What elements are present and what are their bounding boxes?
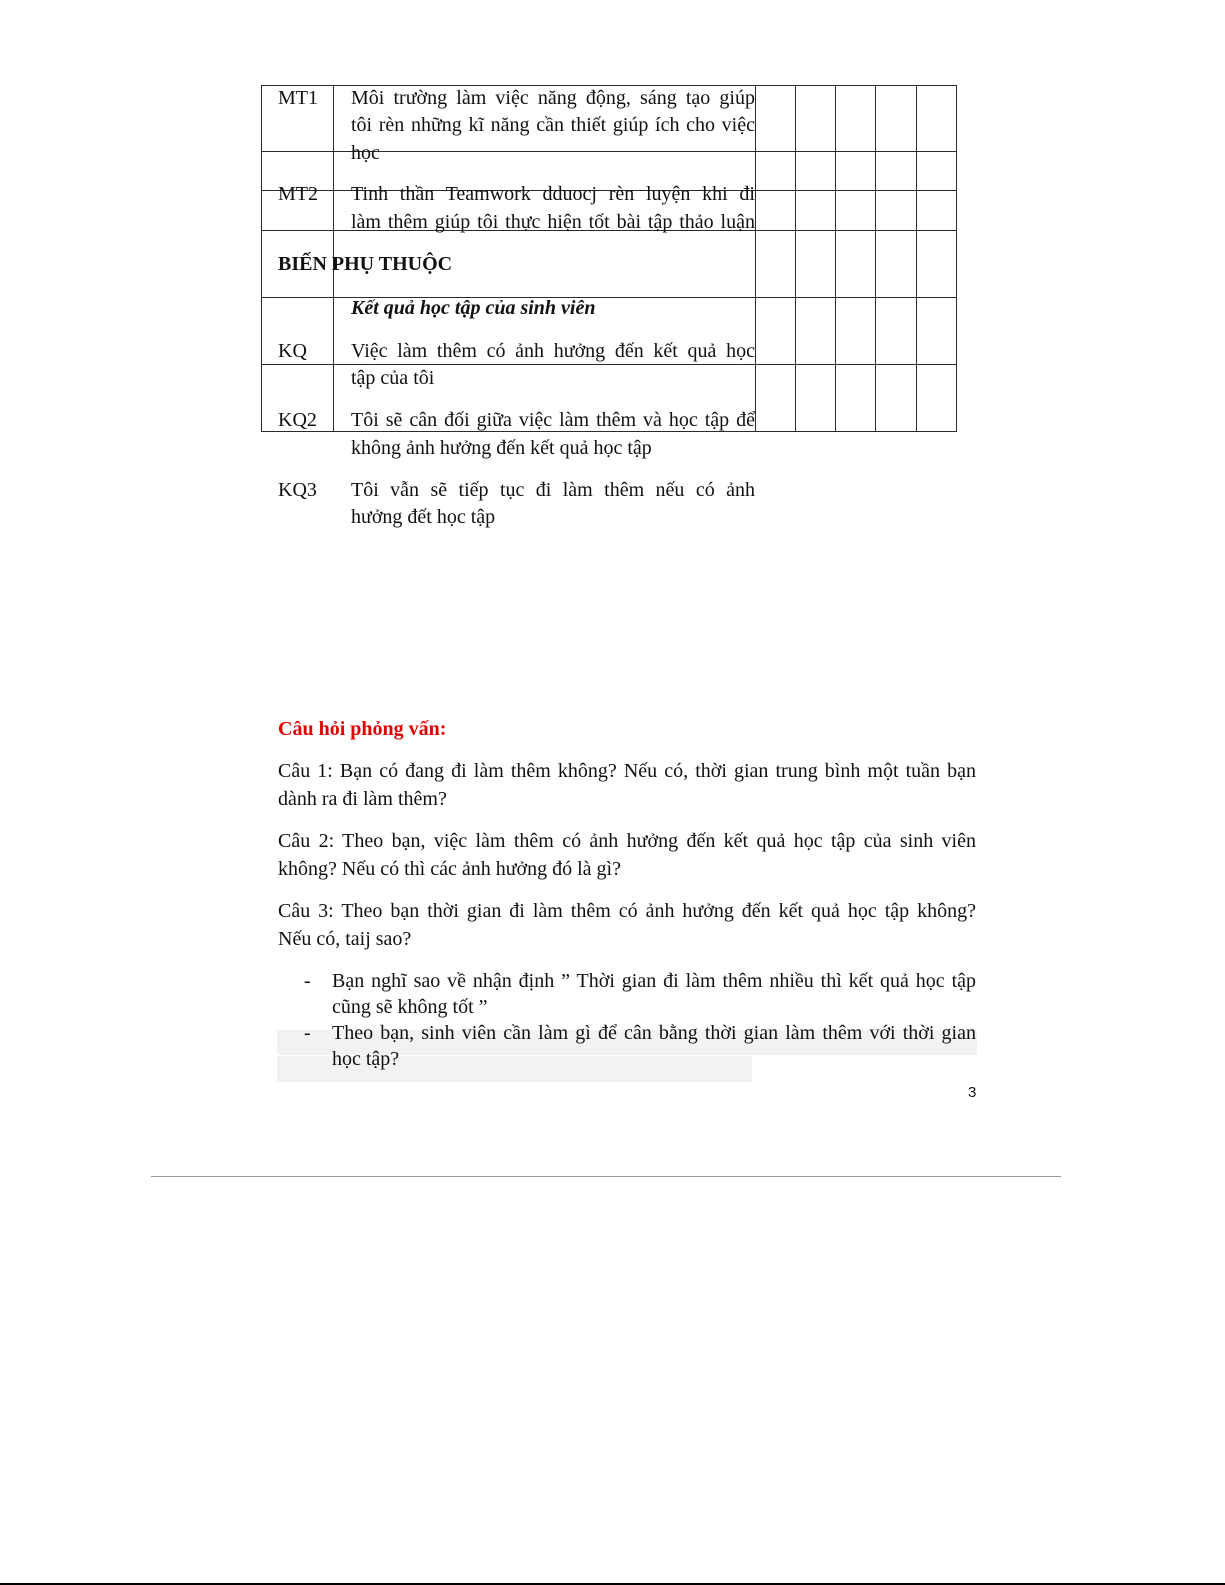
bullet-marker: - xyxy=(304,970,311,992)
row-code-kq2: KQ2 xyxy=(278,409,317,431)
page-number: 3 xyxy=(968,1084,977,1101)
bullet-line: cũng sẽ không tốt ” xyxy=(332,996,488,1018)
row-code-kq: KQ xyxy=(278,340,307,362)
row-text-line: Việc làm thêm có ảnh hưởng đến kết quả học xyxy=(351,340,755,362)
row-text-line: Tôi vẫn sẽ tiếp tục đi làm thêm nếu có ảnh xyxy=(351,479,755,501)
table-col-divider xyxy=(916,85,917,432)
page-separator xyxy=(151,1176,1061,1177)
table-col-divider xyxy=(875,85,876,432)
bullet-line: học tập? xyxy=(332,1048,400,1070)
row-text-line: Môi trường làm việc năng động, sáng tạo giúp xyxy=(351,87,755,109)
subsection-heading: Kết quả học tập của sinh viên xyxy=(351,297,596,319)
bullet-line: Bạn nghĩ sao về nhận định ” Thời gian đi làm thêm nhiều thì kết quả học tập xyxy=(332,970,976,992)
interview-heading: Câu hỏi phỏng vấn: xyxy=(278,718,447,740)
question-line: Câu 3: Theo bạn thời gian đi làm thêm có ảnh hưởng đến kết quả học tập không? xyxy=(278,900,976,922)
row-text-line: Tinh thần Teamwork dduocj rèn luyện khi đi xyxy=(351,183,755,205)
table-col-divider xyxy=(795,85,796,432)
section-heading: BIẾN PHỤ THUỘC xyxy=(278,253,453,275)
table-border-right xyxy=(956,85,957,432)
row-text-line: Tôi sẽ cân đối giữa việc làm thêm và học tập để xyxy=(351,409,755,431)
question-line: dành ra đi làm thêm? xyxy=(278,788,447,810)
row-text-line: hưởng đết học tập xyxy=(351,506,496,528)
row-code-mt1: MT1 xyxy=(278,87,318,109)
question-line: Nếu có, taij sao? xyxy=(278,928,412,950)
bullet-marker: - xyxy=(304,1022,311,1044)
question-line: Câu 1: Bạn có đang đi làm thêm không? Nếu có, thời gian trung bình một tuần bạn xyxy=(278,760,976,782)
table-border-left xyxy=(261,85,262,432)
row-text-line: học xyxy=(351,142,380,164)
row-code-kq3: KQ3 xyxy=(278,479,317,501)
row-text-line: tập của tôi xyxy=(351,367,435,389)
question-line: không? Nếu có thì các ảnh hưởng đó là gì? xyxy=(278,858,621,880)
table-col-divider xyxy=(755,85,756,432)
question-line: Câu 2: Theo bạn, việc làm thêm có ảnh hưởng đến kết quả học tập của sinh viên xyxy=(278,830,976,852)
bullet-line: Theo bạn, sinh viên cần làm gì để cân bằng thời gian làm thêm với thời gian xyxy=(332,1022,976,1044)
row-text-line: làm thêm giúp tôi thực hiện tốt bài tập thảo luận xyxy=(351,211,755,233)
table-col-divider xyxy=(835,85,836,432)
row-code-mt2: MT2 xyxy=(278,183,318,205)
row-text-line: tôi rèn những kĩ năng cần thiết giúp ích cho việc xyxy=(351,114,755,136)
row-text-line: không ảnh hưởng đến kết quả học tập xyxy=(351,437,652,459)
